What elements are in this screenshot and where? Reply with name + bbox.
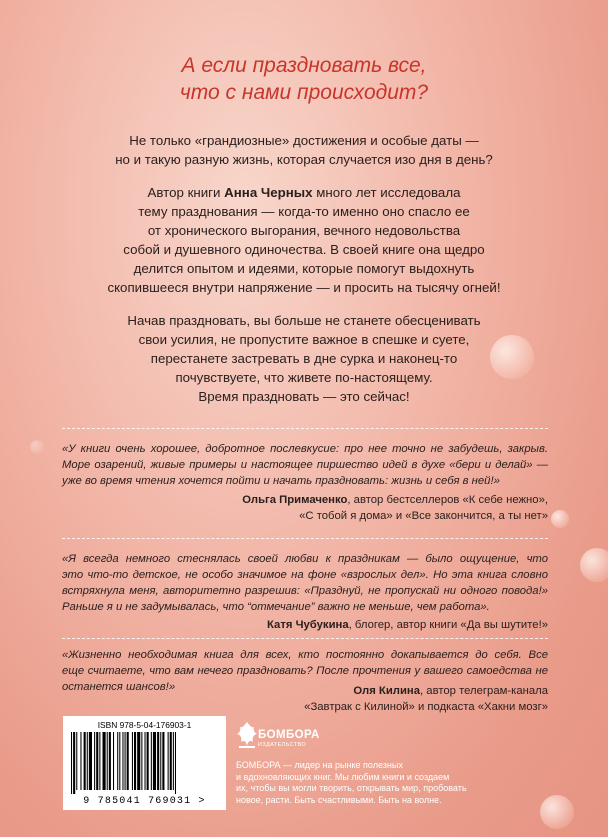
- publisher-line: БОМБОРА — лидер на рынке полезных: [236, 760, 403, 770]
- intro-line: но и такую разную жизнь, которая случается изо дня в день?: [115, 152, 493, 167]
- reviewer-name: Ольга Примаченко: [242, 494, 348, 506]
- barcode-bar: [71, 732, 72, 794]
- barcode-bar: [145, 732, 146, 790]
- barcode-bar: [137, 732, 140, 790]
- review-author: [267, 617, 548, 633]
- quote-line: уже во время чтения хочется пойти и начать праздновать: жизнь и себя в ней!»: [62, 475, 500, 487]
- barcode-bar: [87, 732, 88, 790]
- barcode-bar: [127, 732, 129, 790]
- headline: [0, 52, 608, 106]
- decorative-bubble: [580, 548, 608, 582]
- barcode-bar: [117, 732, 118, 790]
- publisher-logo-sub: ИЗДАТЕЛЬСТВО: [258, 742, 307, 748]
- cta-line: свои усилия, не пропустите важное в спешке и суете,: [138, 332, 470, 347]
- barcode-bar: [99, 732, 100, 790]
- review-quote: [62, 441, 548, 489]
- author-line: Ольга Примаченко, автор бестселлеров «К себе нежно»,: [242, 494, 548, 506]
- publisher-line: их, чтобы вы могли творить, открывать мир, пробовать: [236, 783, 467, 793]
- barcode-bar: [122, 732, 123, 790]
- barcode-bar: [157, 732, 159, 790]
- intro-paragraph: [0, 131, 608, 169]
- quote-line: «Я всегда немного стеснялась своей любви к праздникам — было ощущение, что: [62, 553, 548, 565]
- barcode-bar: [134, 732, 136, 790]
- barcode-bar: [151, 732, 152, 790]
- call-to-action-paragraph: [0, 311, 608, 406]
- about-author-line: тему празднования — когда-то именно оно спасло ее: [138, 204, 470, 219]
- cta-line: перестанете застревать в дне сурка и наконец-то: [150, 351, 458, 366]
- barcode-bars: [71, 732, 218, 794]
- publisher-line: новое, расти. Быть счастливыми. Быть на волне.: [236, 794, 442, 805]
- about-author-paragraph: [0, 183, 608, 297]
- barcode-bar: [125, 732, 126, 790]
- bombora-logo-icon: [236, 720, 258, 750]
- barcode-bar: [147, 732, 149, 790]
- barcode-bar: [94, 732, 95, 790]
- quote-line: «У книги очень хорошее, добротное послевкусие: про нее точно не забудешь, закрыв.: [62, 443, 548, 455]
- author-line: «Завтрак с Килиной» и подкаста «Хакни мозг»: [304, 701, 548, 713]
- quote-line: это что-то детское, не особо значимое на фоне «взрослых дел». Но эта книга словно: [62, 569, 548, 581]
- barcode-bar: [153, 732, 156, 790]
- reviewer-name: Катя Чубукина: [267, 619, 349, 631]
- barcode-bar: [132, 732, 133, 790]
- author-line: Катя Чубукина, блогер, автор книги «Да вы шутите!»: [267, 619, 548, 631]
- publisher-logo-word: БОМБОРА: [258, 729, 320, 741]
- publisher-description: [236, 760, 536, 806]
- barcode-bar: [89, 732, 92, 790]
- review-author: [304, 683, 548, 715]
- headline-line: А если праздновать все,: [181, 54, 427, 77]
- decorative-bubble: [30, 440, 44, 454]
- decorative-bubble: [551, 510, 569, 528]
- review-author: [242, 492, 548, 524]
- barcode-bar: [107, 732, 108, 790]
- book-author-name: Анна Черных: [224, 185, 313, 200]
- barcode-bar: [119, 732, 120, 790]
- cta-line: Начав праздновать, вы больше не станете обесценивать: [127, 313, 481, 328]
- dashed-divider: [62, 638, 548, 639]
- about-author-line: скопившееся внутри напряжение — и просить на тысячу огней!: [107, 280, 501, 295]
- barcode-bar: [175, 732, 176, 794]
- barcode-bar: [103, 732, 106, 790]
- about-author-line: делится опытом и идеями, которые помогут выдохнуть: [133, 261, 475, 276]
- barcode-bar: [160, 732, 161, 790]
- isbn-number: ISBN 978-5-04-176903-1: [97, 720, 192, 730]
- barcode-bar: [168, 732, 169, 790]
- quote-line: Раньше я и не задумывалась, что “отмечание” важно не меньше, чем работа».: [62, 601, 490, 613]
- barcode-bar: [96, 732, 98, 790]
- barcode-bar: [76, 732, 77, 790]
- barcode-bar: [84, 732, 86, 790]
- barcode-bar: [170, 732, 172, 790]
- quote-line: встряхнула меня, авторитетно разрешив: «Празднуй, не пропускай ни одного повода!»: [62, 585, 548, 597]
- barcode-bar: [73, 732, 75, 794]
- author-line: Оля Килина, автор телеграм-канала: [353, 685, 548, 697]
- quote-line: «Жизненно необходимая книга для всех, кто постоянно докапывается до себя. Все: [62, 649, 548, 661]
- barcode-bar: [113, 732, 114, 790]
- barcode-digits: 9 785041 769031 >: [83, 796, 206, 807]
- about-author-line: Автор книги Анна Черных много лет исследовала: [147, 185, 461, 200]
- dashed-divider: [62, 538, 548, 539]
- cta-line: почувствуете, что живете по-настоящему.: [175, 370, 433, 385]
- reviewer-name: Оля Килина: [353, 685, 421, 697]
- quote-line: Море озарений, живые примеры и настоящее пиршество идей в духе «бери и делай» —: [62, 459, 548, 471]
- barcode-bar: [162, 732, 164, 790]
- barcode-bar: [80, 732, 81, 790]
- review-quote: [62, 551, 548, 615]
- about-author-line: от хронического выгорания, вечного недовольства: [147, 223, 461, 238]
- barcode: [63, 716, 226, 810]
- decorative-bubble: [540, 795, 574, 829]
- author-line: «С тобой я дома» и «Все закончится, а ты нет»: [299, 510, 548, 522]
- cta-line: Время праздновать — это сейчас!: [198, 389, 410, 404]
- publisher-line: и вдохновляющих книг. Мы любим книги и создаем: [236, 771, 450, 782]
- barcode-bar: [173, 732, 174, 790]
- intro-line: Не только «грандиозные» достижения и особые даты —: [129, 133, 479, 148]
- about-author-line: собой и душевного одиночества. В своей книге она щедро: [123, 242, 485, 257]
- barcode-bar: [109, 732, 111, 790]
- dashed-divider: [62, 428, 548, 429]
- barcode-bar: [141, 732, 142, 790]
- headline-line: что с нами происходит?: [179, 81, 429, 104]
- quote-line: еще считаете, что вам нечего праздновать? После прочтения у вашего самоедства не: [62, 665, 548, 677]
- quote-line: останется шансов!»: [62, 681, 176, 693]
